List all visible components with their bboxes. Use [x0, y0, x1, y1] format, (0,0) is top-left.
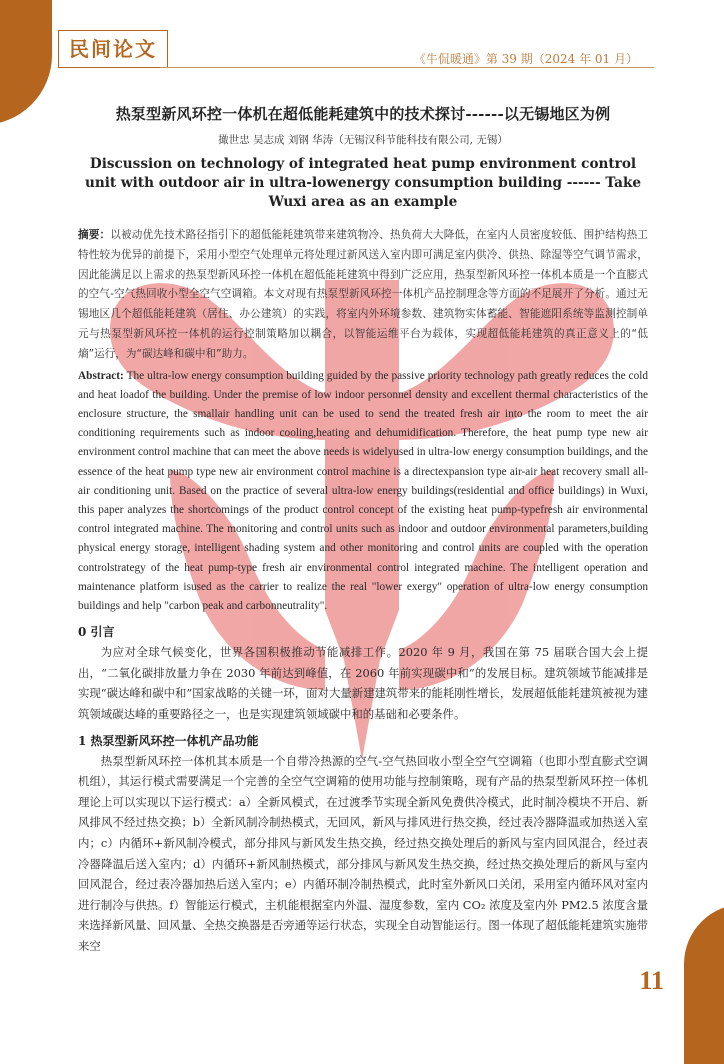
- article-title-en: Discussion on technology of integrated heat pump environment control unit with outdoor air in ultra-lowenergy consumption building ------ Take Wuxi area as an example: [84, 156, 642, 210]
- journal-issue: 《牛侃暖通》第 39 期（2024 年 01 月）: [413, 52, 638, 66]
- abstract-en: [78, 367, 648, 617]
- corner-decoration-top-left: [0, 0, 52, 125]
- article-title-cn: 热泵型新风环控一体机在超低能耗建筑中的技术探讨------以无锡地区为例: [115, 105, 611, 123]
- section-0-paragraph: 为应对全球气候变化，世界各国积极推动节能减排工作。2020 年 9 月，我国在第 75 届联合国大会上提出，“二氧化碳排放量力争在 2030 年前达到峰值，在 2060 年前实现碳中和”的发展目标。建筑领域节能减排是实现“碳达峰和碳中和”国家战略的关键一环，面对大量新建建筑带来的能耗刚性增长，发展超低能耗建筑被视为建筑领域碳达峰的重要路径之一，也是实现建筑领域碳中和的基础和必要条件。: [78, 645, 648, 721]
- section-0-heading: 0 引言: [78, 625, 115, 640]
- section-tag: 民间论文: [58, 30, 168, 68]
- abstract-cn: [78, 226, 648, 365]
- article-authors: 撖世忠 吴志成 刘钢 华涛（无锡汉科节能科技有限公司, 无锡）: [218, 134, 508, 146]
- abstract-en-text: The ultra-low energy consumption building guided by the passive priority technology path greatly reduces the cold and heat loadof the building. Under the premise of low indoor personnel density and excellent thermal characteristics of the enclosure structure, the smallair handling unit can be used to send the treated fresh air into the room to meet the air conditioning requirements such as indoor cooling,heating and dehumidification. Therefore, the heat pump type new air environment control machine that can meet the above needs is widelyused in ultra-low energy consumption buildings, and the essence of the heat pump type new air environment control machine is a directexpansion type air-air heat recovery small all-air conditioning unit. Based on the practice of several ultra-low energy buildings(residential and office buildings) in Wuxi, this paper analyzes the shortcomings of the product control concept of the existing heat pump-typefresh air environmental control integrated machine. The monitoring and control units such as indoor and outdoor environmental parameters,building physical energy storage, intelligent shading system and other monitoring and control units are coupled with the operation controlstrategy of the heat pump-type fresh air environmental control integrated machine. The intelligent operation and maintenance platform isused as the carrier to realize the real "lower exergy" operation of ultra-low energy consumption buildings and help "carbon peak and carbonneutrality".: [78, 369, 648, 613]
- section-1-heading: 1 热泵型新风环控一体机产品功能: [78, 733, 259, 748]
- abstract-en-label: Abstract:: [78, 369, 124, 382]
- abstract-cn-label: 摘要：: [78, 229, 111, 241]
- header-divider: [160, 67, 654, 68]
- section-1-paragraph: 热泵型新风环控一体机其本质是一个自带冷热源的空气-空气热回收小型全空气空调箱（也即小型直膨式空调机组），其运行模式需要满足一个完善的全空气空调箱的使用功能与控制策略，现有产品的热泵型新风环控一体机理论上可以实现以下运行模式：a）全新风模式，在过渡季节实现全新风免费供冷模式，此时制冷模块不开启、新风排风不经过热交换；b）全新风制冷制热模式，无回风，新风与排风进行热交换，经过表冷器降温或加热送入室内；c）内循环+新风制冷模式，部分排风与新风发生热交换，经过热交换处理后的新风与室内回风混合，经过表冷器降温后送入室内；d）内循环+新风制热模式，部分排风与新风发生热交换，经过热交换处理后的新风与室内回风混合，经过表冷器加热后送入室内；e）内循环制冷制热模式，此时室外新风口关闭，采用室内循环风对室内进行制冷与供热。f）智能运行模式，主机能根据室内外温、湿度参数，室内 CO₂ 浓度及室内外 PM2.5 浓度含量来选择新风量、回风量、全热交换器是否旁通等运行状态，实现全自动智能运行。图一体现了超低能耗建筑实施带来空: [78, 753, 648, 953]
- abstract-cn-text: 以被动优先技术路径指引下的超低能耗建筑带来建筑物冷、热负荷大大降低，在室内人员密度较低、围护结构热工特性较为优异的前提下，采用小型空气处理单元将处理过新风送入室内即可满足室内供冷、供热、除湿等空气调节需求，因此能满足以上需求的热泵型新风环控一体机在超低能耗建筑中得到广泛应用，热泵型新风环控一体机本质是一个直膨式的空气-空气热回收小型全空气空调箱。本文对现有热泵型新风环控一体机产品控制理念等方面的不足展开了分析。通过无锡地区几个超低能耗建筑（居住、办公建筑）的实践，将室内外环境参数、建筑物实体蓄能、智能遮阳系统等监测控制单元与热泵型新风环控一体机的运行控制策略加以耦合，以智能运维平台为载体，实现超低能耗建筑的真正意义上的“低熵”运行，为“碳达峰和碳中和”助力。: [78, 229, 649, 360]
- page-number: 11: [639, 966, 664, 995]
- corner-decoration-bottom-right: [684, 904, 724, 1064]
- article-body: [78, 102, 648, 957]
